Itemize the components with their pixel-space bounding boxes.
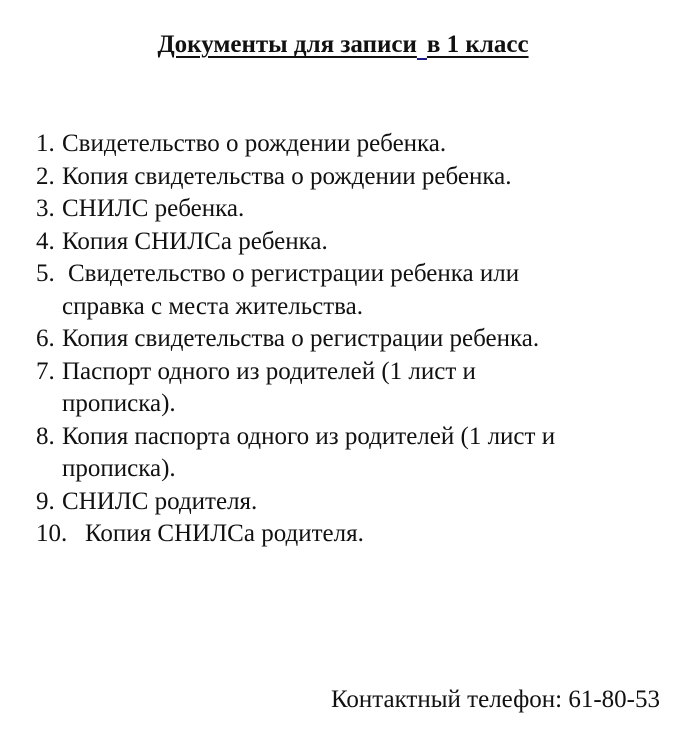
list-item — [36, 193, 676, 226]
list-item-text: СНИЛС родителя. — [62, 487, 258, 515]
list-item-text: Свидетельство о регистрации ребенка или — [68, 260, 520, 287]
list-item-text: Копия СНИЛСа ребенка. — [62, 227, 328, 255]
list-item-number: 10. — [36, 520, 68, 547]
list-item-text: Копия СНИЛСа родителя. — [85, 520, 364, 547]
list-item-number: 4. — [36, 227, 55, 255]
list-item-number: 8. — [36, 422, 55, 450]
title-gap-underline — [417, 30, 427, 60]
list-item-text: Копия свидетельства о регистрации ребенка. — [62, 325, 540, 352]
list-item-number: 6. — [36, 325, 55, 352]
list-item-text-continuation: прописка). — [62, 390, 176, 417]
documents-list — [36, 128, 676, 551]
list-item-text-continuation: справка с места жительства. — [62, 292, 363, 320]
list-item — [36, 486, 676, 519]
list-item — [36, 323, 676, 356]
list-item-text: Копия паспорта одного из родителей (1 лист и — [62, 422, 556, 450]
list-item — [36, 356, 676, 421]
list-item-text-continuation: прописка). — [62, 455, 176, 482]
list-item-text: СНИЛС ребенка. — [62, 195, 245, 222]
list-item-number: 5. — [36, 260, 55, 287]
list-item-number: 2. — [36, 162, 55, 190]
document-title — [0, 30, 686, 60]
list-item-number: 7. — [36, 357, 55, 385]
title-text-part2: в 1 класс — [426, 31, 529, 58]
list-item — [36, 421, 676, 486]
list-item-number: 1. — [36, 130, 55, 157]
list-item — [36, 161, 676, 194]
list-item-number: 3. — [36, 195, 55, 222]
list-item-text: Паспорт одного из родителей (1 лист и — [62, 357, 476, 385]
title-text-part1: Документы для записи — [157, 31, 417, 58]
contact-phone: Контактный телефон: 61-80-53 — [330, 686, 660, 713]
list-item — [36, 128, 676, 161]
list-item-text: Свидетельство о рождении ребенка. — [62, 130, 447, 157]
list-item — [36, 258, 676, 323]
list-item — [36, 518, 676, 551]
list-item-text: Копия свидетельства о рождении ребенка. — [62, 162, 512, 190]
list-item-number: 9. — [36, 487, 55, 515]
list-item — [36, 226, 676, 259]
